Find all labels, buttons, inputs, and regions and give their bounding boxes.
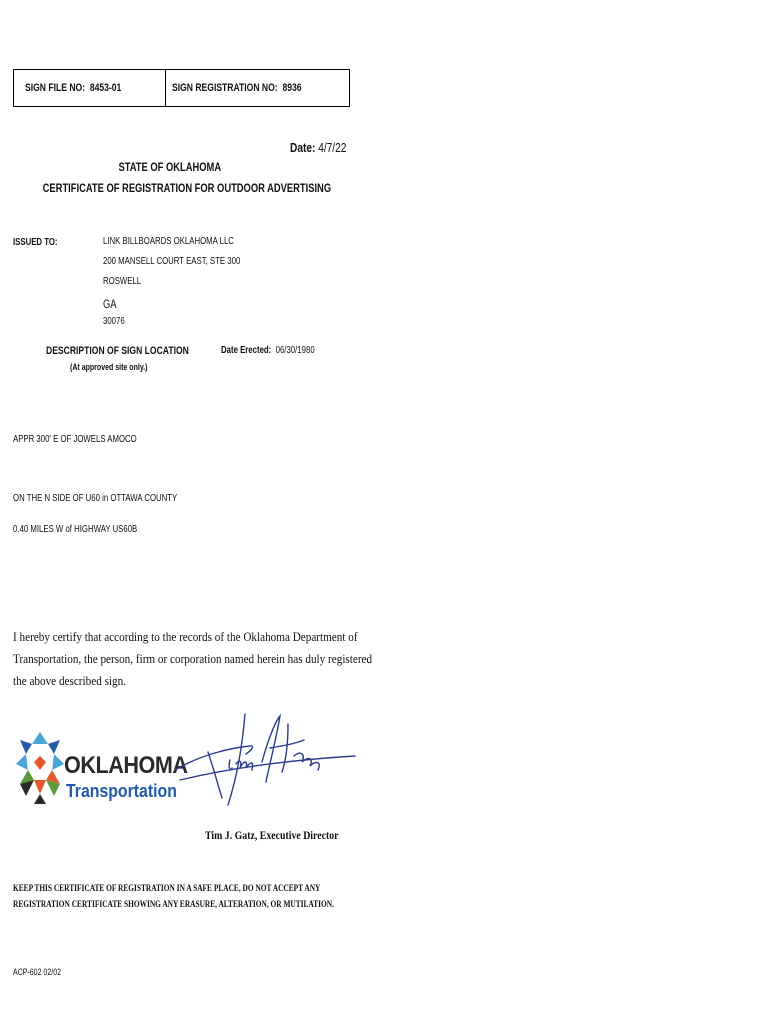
logo-word-oklahoma: OKLAHOMA	[64, 752, 188, 779]
sign-registration-cell	[166, 70, 349, 106]
keep-notice: KEEP THIS CERTIFICATE OF REGISTRATION IN A SAFE PLACE, DO NOT ACCEPT ANY REGISTRATION CERTIFICATE SHOWING ANY ERASURE, ALTERATION, OR MUTILATION.	[13, 883, 334, 909]
date-value: 4/7/22	[318, 140, 347, 155]
certification-text: I hereby certify that according to the records of the Oklahoma Department of Transportation, the person, firm or corporation named herein has duly registered the above described sign.	[13, 629, 373, 688]
sign-registration-label: SIGN REGISTRATION NO:	[172, 82, 278, 94]
location-line-1: APPR 300' E OF JOWELS AMOCO	[13, 434, 137, 445]
sign-file-label: SIGN FILE NO:	[25, 82, 86, 94]
title-line-1: STATE OF OKLAHOMA	[118, 160, 222, 174]
date-erected-value: 06/30/1980	[275, 345, 315, 356]
certificate-date	[290, 140, 362, 155]
signature-caption: Tim J. Gatz, Executive Director	[205, 828, 339, 842]
date-erected-label: Date Erected:	[221, 345, 272, 356]
issued-to-name: LINK BILLBOARDS OKLAHOMA LLC	[103, 236, 234, 247]
issued-to-address: 200 MANSELL COURT EAST, STE 300	[103, 256, 241, 267]
location-line-3: 0.40 MILES W of HIGHWAY US60B	[13, 524, 138, 535]
sign-file-no: 8453-01	[89, 82, 122, 94]
location-line-2: ON THE N SIDE OF U60 in OTTAWA COUNTY	[13, 493, 178, 504]
sign-file-cell	[14, 70, 166, 106]
location-sublabel: (At approved site only.)	[70, 362, 148, 372]
odot-logo	[14, 730, 188, 808]
sign-header-box	[13, 69, 350, 107]
form-number: ACP-602 02/02	[13, 967, 62, 977]
issued-to-state: GA	[103, 297, 117, 311]
sign-registration-no: 8936	[282, 82, 302, 94]
location-label: DESCRIPTION OF SIGN LOCATION	[46, 345, 189, 357]
issued-to-label: ISSUED TO:	[13, 237, 58, 248]
title-line-2: CERTIFICATE OF REGISTRATION FOR OUTDOOR ADVERTISING	[42, 181, 332, 195]
odot-star-icon	[14, 730, 66, 808]
issued-to-zip: 30076	[103, 316, 125, 327]
date-label: Date:	[290, 140, 316, 155]
signature-image	[170, 710, 360, 810]
issued-to-city: ROSWELL	[103, 276, 142, 287]
date-erected	[221, 345, 341, 356]
logo-word-transportation: Transportation	[66, 781, 177, 801]
